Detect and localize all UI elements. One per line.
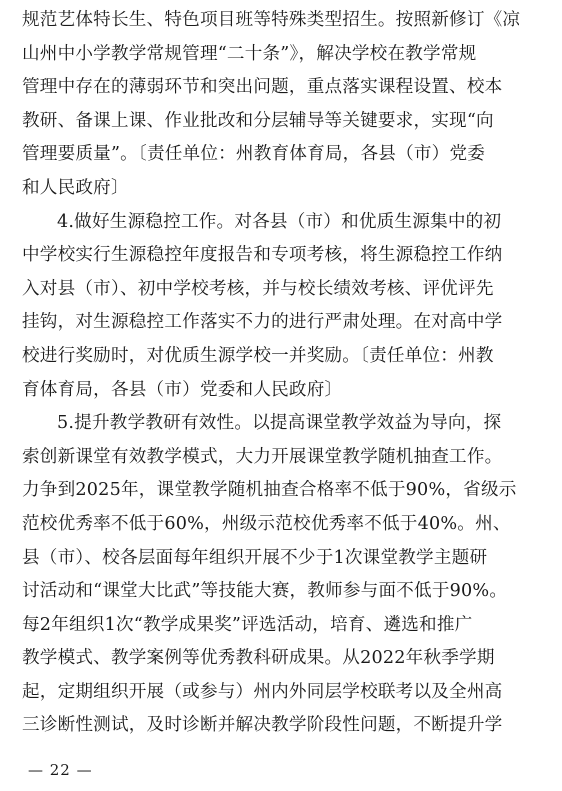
text-line: 三诊断性测试，及时诊断并解决教学阶段性问题，不断提升学 xyxy=(22,715,503,736)
page-number: — 22 — xyxy=(28,761,93,779)
text-line: 规范艺体特长生、特色项目班等特殊类型招生。按照新修订《凉 xyxy=(22,10,521,30)
text-line: 每2年组织1次“教学成果奖”评选活动，培育、遴选和推广 xyxy=(22,614,473,635)
section-heading-line: 5.提升教学教研有效性。以提高课堂教学效益为导向，探 xyxy=(57,413,502,434)
text-line: 中学校实行生源稳控年度报告和专项考核，将生源稳控工作纳 xyxy=(22,245,503,266)
text-line: 县（市）、校各层面每年组织开展不少于1次课堂教学主题研 xyxy=(22,547,488,568)
text-line: 索创新课堂有效教学模式，大力开展课堂教学随机抽查工作。 xyxy=(22,446,503,467)
text-line: 范校优秀率不低于60%，州级示范校优秀率不低于40%。州、 xyxy=(22,513,511,534)
section-heading-line: 4.做好生源稳控工作。对各县（市）和优质生源集中的初 xyxy=(57,211,502,232)
text-line: 教学模式、教学案例等优秀教科研成果。从2022年秋季学期 xyxy=(22,648,495,669)
document-body xyxy=(22,4,546,743)
text-line: 管理中存在的薄弱环节和突出问题，重点落实课程设置、校本 xyxy=(22,77,503,98)
text-line: 管理要质量”。〔责任单位：州教育体育局，各县（市）党委 xyxy=(22,144,486,165)
text-line: 山州中小学教学常规管理“二十条”》，解决学校在教学常规 xyxy=(22,43,477,64)
text-line: 和人民政府〕 xyxy=(22,177,129,198)
text-line: 教研、备课上课、作业批改和分层辅导等关键要求，实现“向 xyxy=(22,110,494,131)
text-line: 入对县（市）、初中学校考核，并与校长绩效考核、评优评先 xyxy=(22,278,494,299)
text-line: 讨活动和“课堂大比武”等技能大赛，教师参与面不低于90%。 xyxy=(22,581,508,602)
text-line: 育体育局，各县（市）党委和人民政府〕 xyxy=(22,379,343,400)
text-line: 校进行奖励时，对优质生源学校一并奖励。〔责任单位：州教 xyxy=(22,345,494,366)
text-line: 起，定期组织开展（或参与）州内外同层学校联考以及全州高 xyxy=(22,681,503,702)
text-line: 挂钩，对生源稳控工作落实不力的进行严肃处理。在对高中学 xyxy=(22,312,503,333)
text-line: 力争到2025年，课堂教学随机抽查合格率不低于90%，省级示 xyxy=(22,480,517,501)
